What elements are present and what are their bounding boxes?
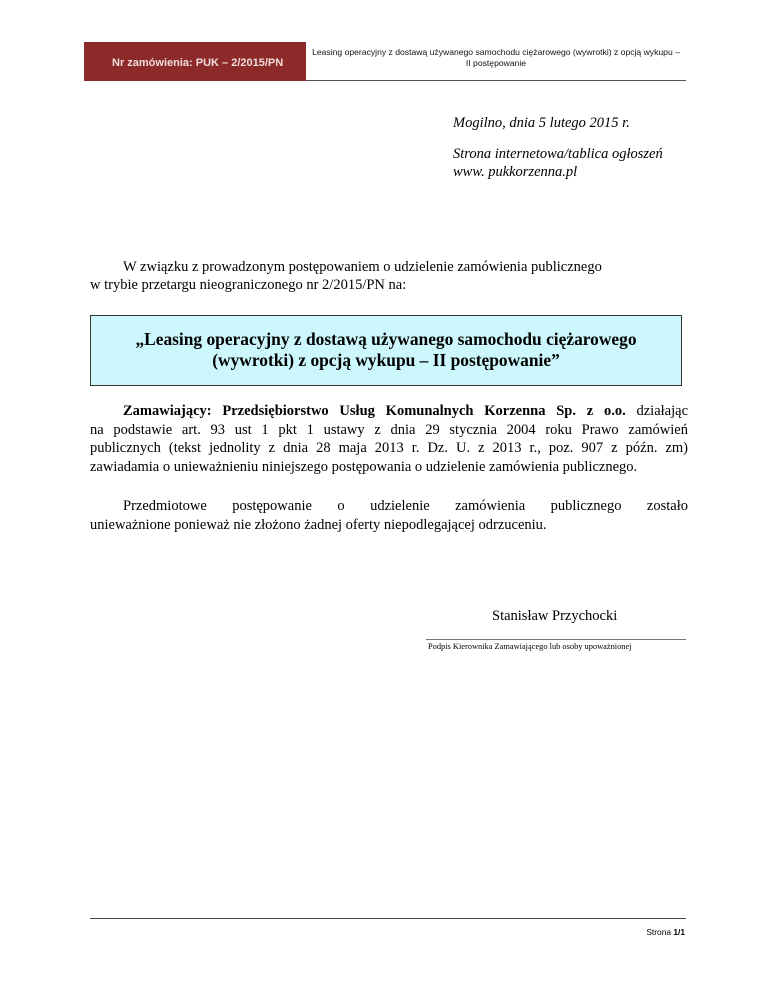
signer-name: Stanisław Przychocki xyxy=(492,608,618,624)
notice-line1 xyxy=(90,402,688,421)
page-number: 1/1 xyxy=(673,927,685,937)
reason-line2: unieważnione ponieważ nie złożono żadnej oferty niepodlegającej odrzuceniu. xyxy=(90,516,547,533)
publication-line2: www. pukkorzenna.pl xyxy=(453,164,578,180)
reason-line1-text: Przedmiotowe postępowanie o udzielenie zamówienia publicznego zostało xyxy=(123,498,688,514)
notice-line1-rest: działając xyxy=(625,403,689,419)
notice-line2: na podstawie art. 93 ust 1 pkt 1 ustawy z dnia 29 stycznia 2004 roku Prawo zamówień xyxy=(90,421,688,438)
header-title-line1: Leasing operacyjny z dostawą używanego samochodu ciężarowego (wywrotki) z opcją wykupu – xyxy=(312,47,680,57)
header-title-line2: II postępowanie xyxy=(465,58,527,68)
reason-line1 xyxy=(90,497,688,516)
meta-block xyxy=(453,114,663,181)
intro-line2: w trybie przetargu nieograniczonego nr 2/2015/PN na: xyxy=(90,277,407,293)
signature-caption: Podpis Kierownika Zamawiającego lub osoby upoważnionej xyxy=(428,642,632,651)
header-divider xyxy=(306,80,686,81)
notice-paragraph xyxy=(90,402,688,476)
header-title xyxy=(306,42,686,81)
publication-line1: Strona internetowa/tablica ogłoszeń xyxy=(453,146,663,162)
intro-line1: W związku z prowadzonym postępowaniem o udzielenie zamówienia publicznego xyxy=(123,259,602,275)
notice-line3: publicznych (tekst jednolity z dnia 28 maja 2013 r. Dz. U. z 2013 r., poz. 907 z późn. zm) xyxy=(90,440,688,457)
signature-line xyxy=(426,639,686,640)
contracting-authority: Zamawiający: Przedsiębiorstwo Usług Komunalnych Korzenna Sp. z o.o. xyxy=(123,403,626,419)
subject-line2: (wywrotki) z opcją wykupu – II postępowanie” xyxy=(212,350,560,370)
date-place: Mogilno, dnia 5 lutego 2015 r. xyxy=(453,115,630,131)
order-number: Nr zamówienia: PUK – 2/2015/PN xyxy=(112,57,284,69)
order-number-badge xyxy=(84,42,306,81)
notice-line4: zawiadamia o unieważnieniu niniejszego postępowania o udzielenie zamówienia publicznego. xyxy=(90,458,638,475)
page-footer xyxy=(646,927,685,937)
subject-box xyxy=(90,315,682,386)
footer-divider xyxy=(90,918,686,919)
intro-paragraph xyxy=(90,258,690,294)
subject-line1: „Leasing operacyjny z dostawą używanego samochodu ciężarowego xyxy=(135,329,637,349)
reason-paragraph xyxy=(90,497,688,534)
page-label: Strona xyxy=(646,927,674,937)
